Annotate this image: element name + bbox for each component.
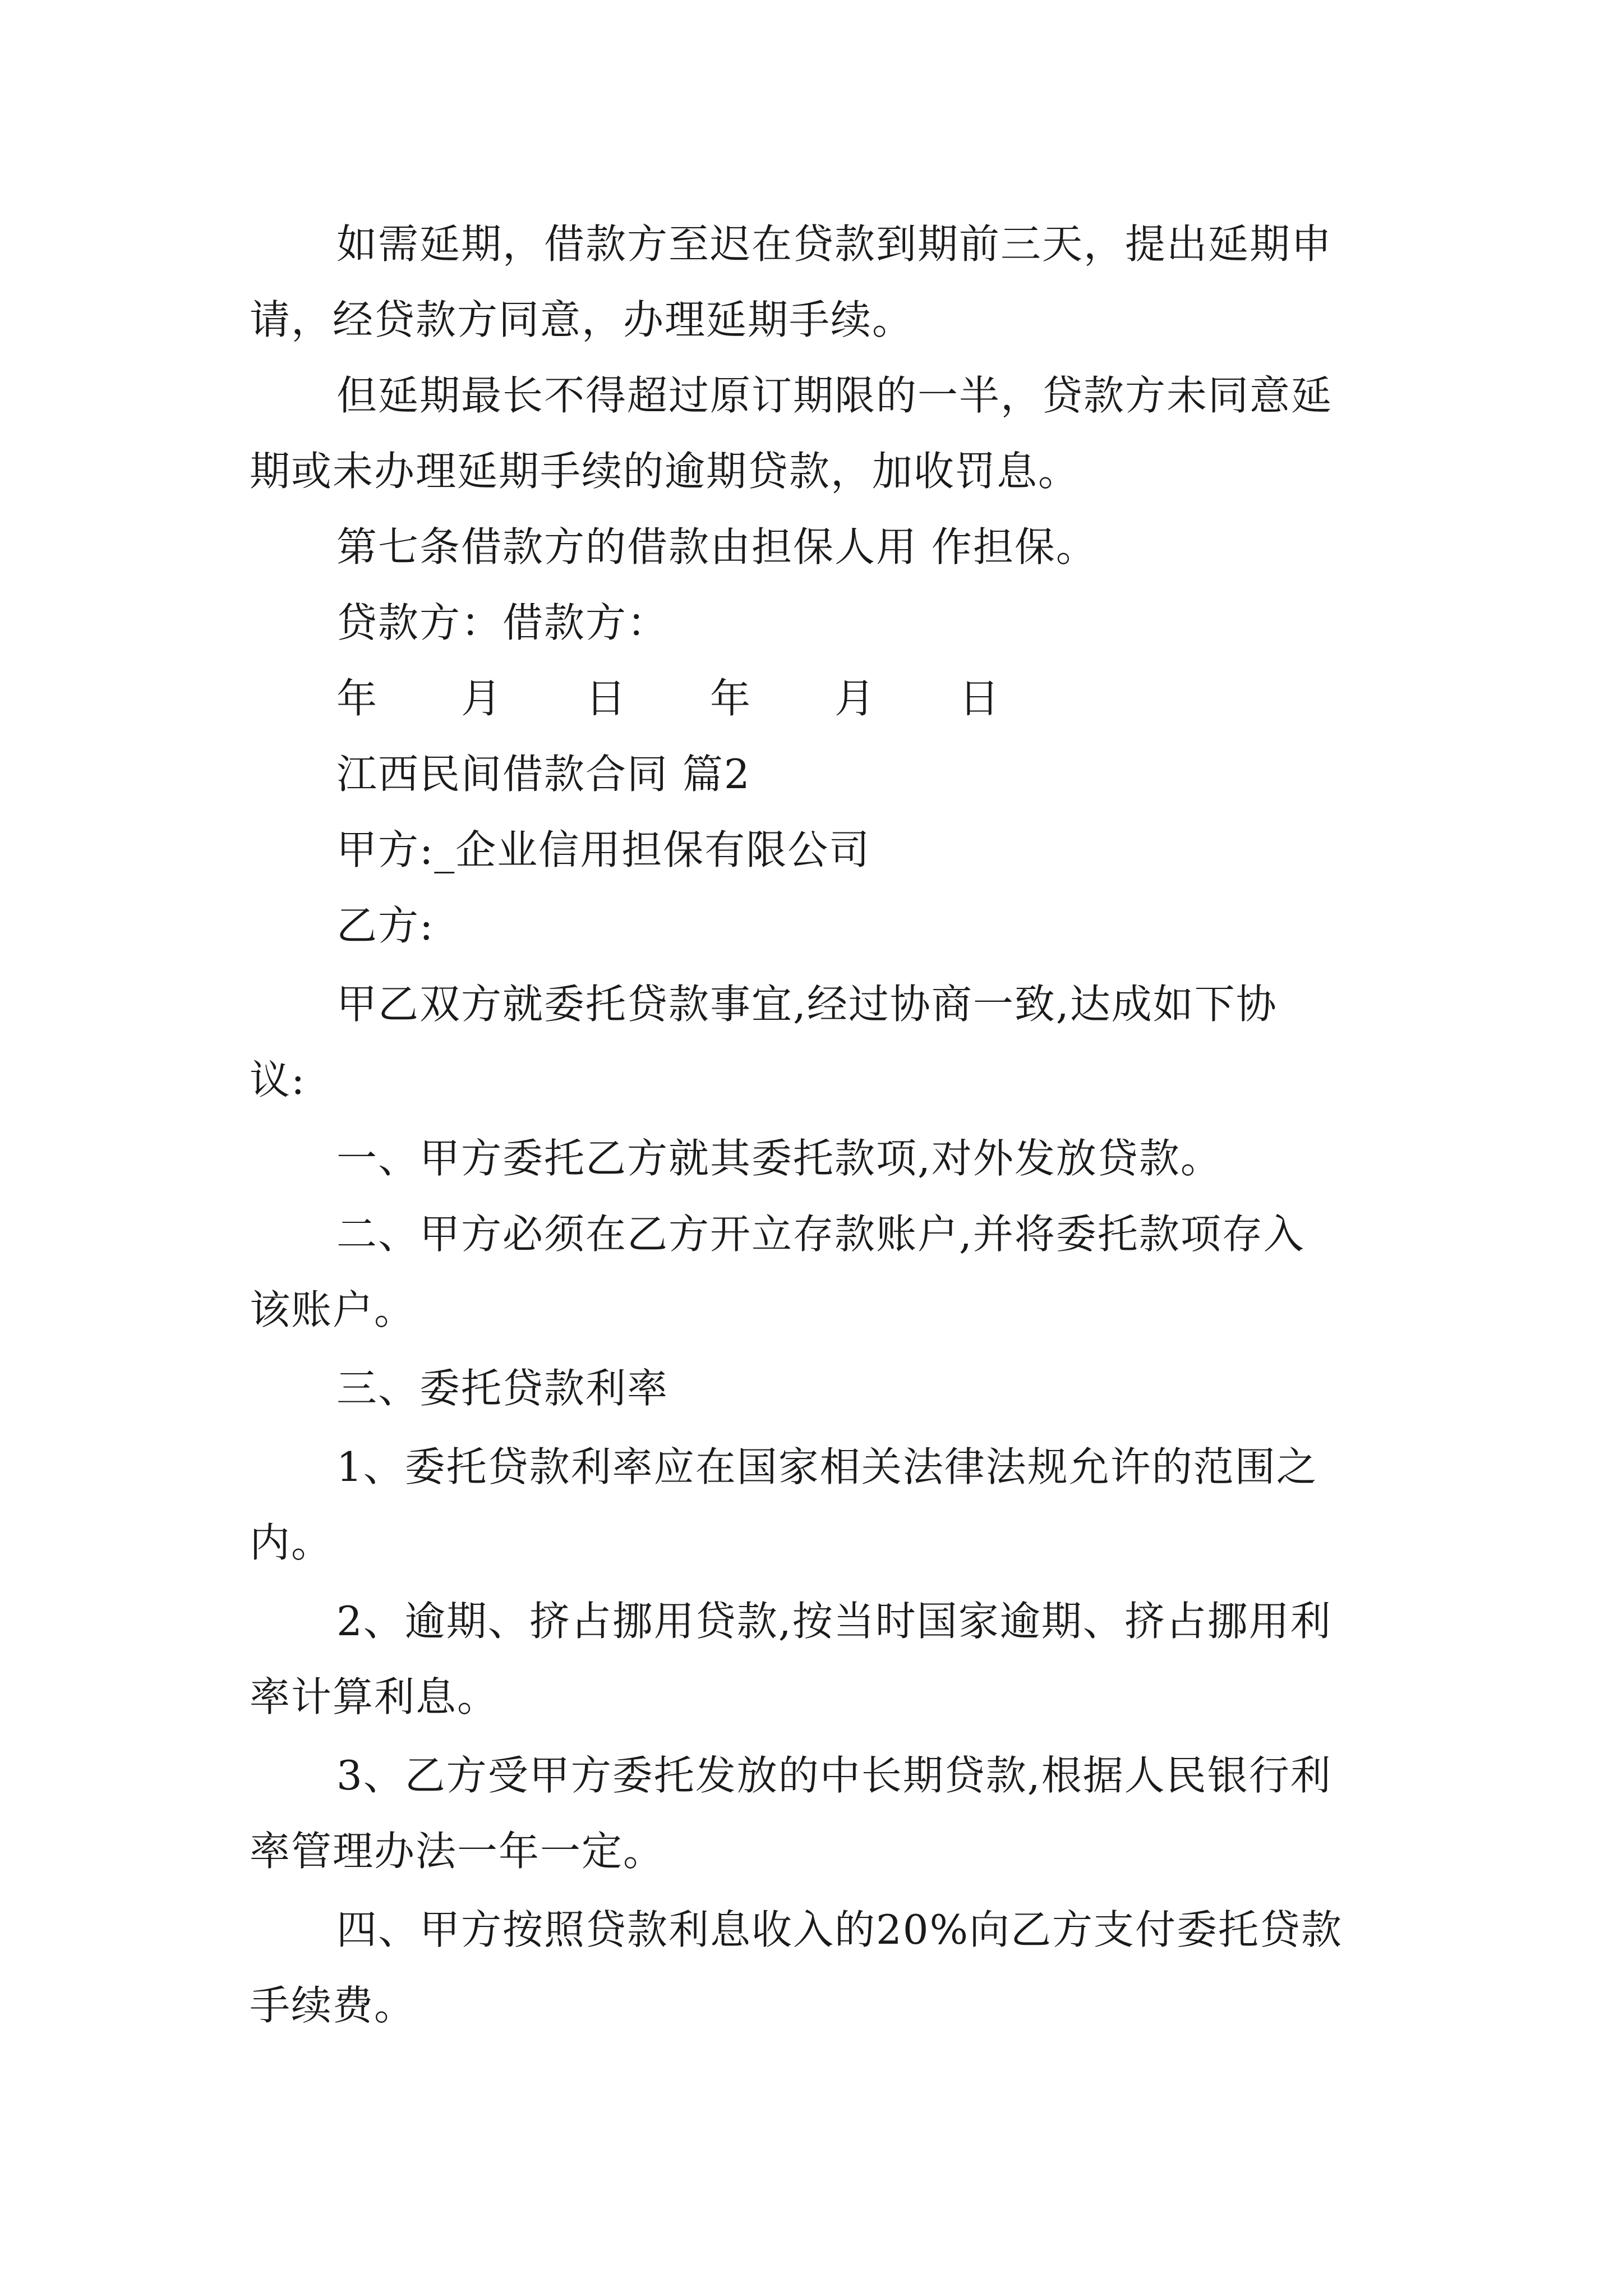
- paragraph-line: 议:: [250, 1056, 306, 1103]
- clause-line: 2、逾期、挤占挪用贷款,按当时国家逾期、挤占挪用利: [336, 1598, 1332, 1645]
- date-line: 年 月 日 年 月 日: [336, 675, 1001, 722]
- paragraph-line: 如需延期，借款方至迟在贷款到期前三天，提出延期申: [336, 220, 1333, 268]
- clause-line: 手续费。: [250, 1982, 416, 2029]
- paragraph-line: 但延期最长不得超过原订期限的一半，贷款方未同意延: [336, 372, 1333, 419]
- paragraph-line: 请，经贷款方同意，办理延期手续。: [250, 296, 914, 343]
- paragraph-line: 第七条借款方的借款由担保人用 作担保。: [336, 523, 1098, 570]
- clause-line: 内。: [250, 1519, 333, 1566]
- paragraph-line: 甲乙双方就委托贷款事宜,经过协商一致,达成如下协: [336, 981, 1278, 1028]
- clause-line: 3、乙方受甲方委托发放的中长期贷款,根据人民银行利: [336, 1752, 1332, 1799]
- clause-line: 二、甲方必须在乙方开立存款账户,并将委托款项存入: [336, 1211, 1305, 1258]
- clause-line: 四、甲方按照贷款利息收入的20%向乙方支付委托贷款: [336, 1906, 1343, 1953]
- clause-heading: 三、委托贷款利率: [336, 1365, 669, 1412]
- clause-line: 一、甲方委托乙方就其委托款项,对外发放贷款。: [336, 1135, 1222, 1182]
- clause-line: 率管理办法一年一定。: [250, 1828, 665, 1875]
- paragraph-line: 期或未办理延期手续的逾期贷款，加收罚息。: [250, 448, 1080, 495]
- signature-line: 贷款方：借款方：: [336, 599, 669, 646]
- section-heading: 江西民间借款合同 篇2: [336, 751, 751, 798]
- party-a-line: 甲方:_企业信用担保有限公司: [336, 826, 871, 873]
- clause-line: 率计算利息。: [250, 1673, 499, 1720]
- party-b-line: 乙方:: [336, 902, 435, 949]
- clause-line: 该账户。: [250, 1286, 416, 1333]
- clause-line: 1、委托贷款利率应在国家相关法律法规允许的范围之: [336, 1443, 1318, 1490]
